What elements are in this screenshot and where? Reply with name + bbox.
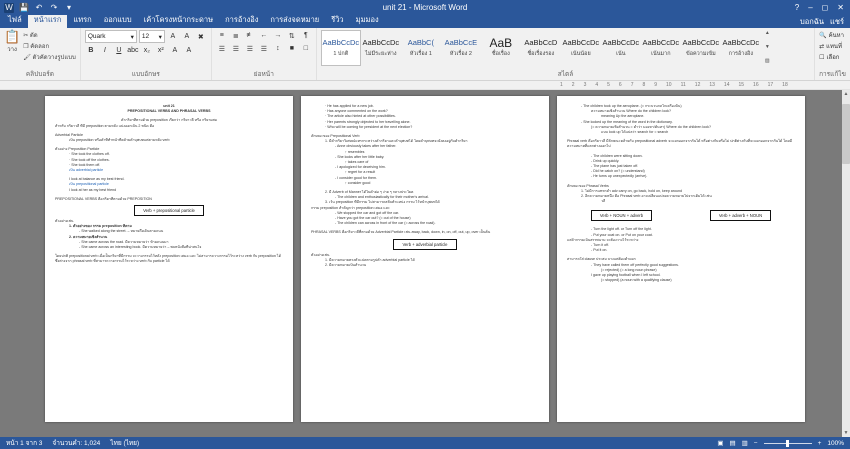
italic-button[interactable]: I bbox=[103, 47, 106, 54]
ruler-mark: 11 bbox=[680, 82, 686, 88]
style-preview: AaBbC( bbox=[407, 38, 434, 47]
paragraph-line: - Turn the light off. or Turn off the light. bbox=[591, 227, 652, 232]
paste-button[interactable] bbox=[4, 30, 20, 54]
tab-insert[interactable]: แทรก bbox=[73, 15, 92, 24]
undo-icon[interactable]: ↶ bbox=[35, 3, 43, 12]
styles-scroll-down-icon[interactable]: ▼ bbox=[764, 44, 770, 50]
paragraph-line: 1. ไม่มีการแทรกคำ adv carry on, go back, hold on, keep around bbox=[581, 188, 683, 193]
select-icon: ☐ bbox=[819, 54, 825, 61]
ruler-bar bbox=[0, 81, 850, 90]
replace-button[interactable] bbox=[819, 41, 844, 51]
paragraph-line: - She looked up the meaning of the word in the dictionary. bbox=[581, 119, 673, 124]
style-item[interactable] bbox=[681, 30, 721, 66]
superscript-button[interactable]: x² bbox=[157, 47, 164, 54]
replace-icon: ⇄ bbox=[819, 43, 825, 50]
paragraph-line: 2. มี Adverb of Manner ได้ในคำย่อ ๆ ง่าย ๆ กลางประโยค bbox=[325, 190, 414, 195]
style-item[interactable] bbox=[401, 30, 441, 66]
style-item[interactable] bbox=[601, 30, 641, 66]
ruler-mark: 12 bbox=[694, 82, 701, 88]
paragraph-line: - I apologized for deceiving him. bbox=[335, 165, 386, 170]
zoom-in-icon[interactable]: + bbox=[817, 439, 822, 447]
read-mode-icon[interactable]: ▥ bbox=[741, 440, 748, 447]
font-color-button[interactable]: A bbox=[186, 47, 192, 54]
group-paragraph bbox=[212, 28, 317, 80]
group-label-editing: การแก้ไข bbox=[819, 71, 846, 78]
style-item[interactable] bbox=[321, 30, 361, 66]
copy-button[interactable] bbox=[23, 41, 76, 51]
group-font bbox=[81, 28, 212, 80]
style-preview: AaBbCcD bbox=[524, 38, 558, 47]
subscript-button[interactable]: x₂ bbox=[143, 47, 150, 54]
paragraph-line: ความหมายเชิงสำนวน Where do the children look? bbox=[591, 109, 671, 114]
paste-label: วาง bbox=[7, 47, 17, 53]
align-center-icon[interactable]: ☰ bbox=[232, 45, 239, 53]
grow-font-button[interactable]: A bbox=[170, 33, 176, 40]
cut-button[interactable] bbox=[23, 30, 76, 40]
scroll-down-icon[interactable]: ▼ bbox=[843, 430, 849, 436]
paragraph-line: - She came across the road. มีความหมายว่า ข้ามถนนมา bbox=[79, 239, 169, 244]
title-bar bbox=[0, 0, 850, 15]
tab-layout[interactable]: เค้าโครงหน้ากระดาษ bbox=[143, 15, 214, 24]
paragraph-line: · Who will be coming for president at the next election? bbox=[325, 124, 413, 129]
page-heading: unit 21 bbox=[163, 104, 175, 108]
tab-home[interactable]: หน้าแรก bbox=[28, 13, 68, 28]
page-subheading: PREPOSITIONAL VERBS AND PHRASAL VERBS bbox=[127, 109, 211, 114]
tab-review[interactable]: รีวิว bbox=[331, 15, 344, 24]
style-item[interactable] bbox=[441, 30, 481, 66]
style-item[interactable] bbox=[721, 30, 761, 66]
paragraph-line: ลักษณะของ Prepositional Verb bbox=[311, 134, 360, 139]
paragraph-line: · She took the clothes off. bbox=[69, 152, 110, 157]
select-button[interactable] bbox=[819, 52, 844, 62]
strikethrough-button[interactable]: abc bbox=[127, 47, 139, 54]
paragraph-line: Adverbial Particle bbox=[55, 132, 83, 137]
format-painter-label: ตัวคัดวางรูปแบบ bbox=[32, 55, 76, 61]
ribbon-tabs[interactable] bbox=[0, 15, 850, 28]
style-item[interactable] bbox=[521, 30, 561, 66]
font-size-input[interactable] bbox=[139, 30, 165, 43]
paragraph-line: สามารถใส่ clause ประสม บางแต่ต้องคำแยก bbox=[567, 257, 636, 262]
scissors-icon: ✂ bbox=[23, 33, 29, 39]
clear-formatting-icon[interactable]: ✖ bbox=[197, 33, 204, 41]
ruler-mark: 3 bbox=[583, 82, 587, 88]
paragraph-line: แต่ถ้ากรรมเป็นสรรพนาม จะต้องวางไว้ระหว่าง bbox=[567, 237, 639, 242]
search-icon: 🔍 bbox=[819, 32, 827, 39]
styles-scroll-up-icon[interactable]: ▲ bbox=[764, 30, 770, 36]
style-name: หัวเรื่อง 2 bbox=[449, 51, 472, 57]
group-clipboard bbox=[0, 28, 81, 80]
paragraph-block: โดยปกติ prepositional verb เมื่อเป็นกริยาที่มีกรรม จะวางกรรมไว้หลัง preposition เสมอ และ ไม่สามารถวางกรรมไว้ระหว่าง verb กับ preposition ได้ ซึ่งต่างจาก phrasal verb ที่สามารถวางกรรมไว้ระหว่าง verb กับ particle ได้ bbox=[55, 254, 282, 264]
share-button[interactable]: แชร์ bbox=[830, 17, 844, 26]
group-editing bbox=[815, 28, 850, 80]
paragraph-line: 1. มีความหมายตรงตัวแปลตามรูปคำ adverbial particle ได้ bbox=[325, 257, 415, 262]
ruler-mark: 9 bbox=[654, 82, 658, 88]
paragraph-line: ↑ regret for a result bbox=[345, 170, 376, 175]
styles-gallery[interactable] bbox=[321, 30, 761, 66]
styles-scroll[interactable] bbox=[764, 30, 770, 64]
paragraph-line: - Put your coat on. or Put on your coat. bbox=[591, 232, 653, 237]
group-label-font: แบบอักษร bbox=[131, 71, 160, 78]
tab-file[interactable]: ไฟล์ bbox=[8, 15, 22, 24]
paragraph-line: I look at her as my best friend bbox=[69, 187, 117, 192]
paragraph-line: - Anne obviously takes after her father. bbox=[335, 144, 397, 149]
paragraph-line: PREPOSITIONAL VERBS คือกริยาที่ตามด้วย PREPOSITION bbox=[55, 196, 152, 201]
underline-button[interactable]: U bbox=[116, 47, 122, 54]
web-layout-icon[interactable]: ▤ bbox=[729, 440, 736, 447]
find-label: ค้นหา bbox=[828, 33, 845, 39]
group-styles bbox=[317, 28, 815, 80]
document-page[interactable] bbox=[301, 96, 549, 422]
paragraph-line: แบบ look up ได้แปลว่า search for = search bbox=[601, 130, 669, 135]
ruler-mark: 7 bbox=[630, 82, 634, 88]
ruler-mark: 4 bbox=[595, 82, 599, 88]
tab-design[interactable]: ออกแบบ bbox=[103, 15, 132, 24]
paragraph-line: - Have you got the car out? (= out of the house) bbox=[335, 216, 411, 221]
style-preview: AaBbCcDc bbox=[602, 38, 640, 47]
save-icon[interactable]: 💾 bbox=[19, 3, 29, 12]
ruler-mark: 16 bbox=[753, 82, 759, 88]
paragraph-line: - They have called them off perfectly good suggestions. bbox=[591, 262, 679, 267]
paragraph-line: ตัวอย่างเช่น bbox=[311, 252, 330, 257]
zoom-level[interactable]: 100% bbox=[827, 439, 844, 447]
ruler-mark: 2 bbox=[571, 82, 575, 88]
font-name-input[interactable] bbox=[85, 30, 137, 43]
tell-me-button[interactable]: บอกฉัน bbox=[800, 17, 825, 26]
language-indicator[interactable]: ไทย (ไทย) bbox=[110, 440, 140, 447]
callout-box: Verb + prepositional particle bbox=[134, 205, 204, 216]
style-name: หัวเรื่อง 1 bbox=[409, 51, 432, 57]
paragraph-line: เป็น preposition หรือคำที่ทำหน้าที่คล้ายคำบุพบทแต่ตามหลัง verb bbox=[69, 138, 170, 143]
paragraph-line: - The children can across in front of the car (= across the road). bbox=[335, 221, 436, 226]
ruler-mark: 8 bbox=[642, 82, 646, 88]
style-preview: AaBbCcDc bbox=[682, 38, 720, 47]
paragraph-line: - Turn it off. bbox=[591, 243, 610, 248]
ruler-mark: 14 bbox=[723, 82, 730, 88]
ruler-mark: 10 bbox=[666, 82, 672, 88]
scroll-up-icon[interactable]: ▲ bbox=[843, 91, 849, 97]
paragraph-line: สำหรับ กริยาวลี ที่มี preposition ตามหลัง แบ่งออกเป็น 2 ชนิด คือ bbox=[55, 123, 155, 128]
style-preview: AaBbCcDc bbox=[562, 38, 600, 47]
show-marks-icon[interactable]: ¶ bbox=[303, 32, 308, 39]
ruler-mark: 5 bbox=[607, 82, 610, 88]
paragraph-line: I look at balance as my best friend. bbox=[69, 177, 125, 182]
group-label-styles: สไตล์ bbox=[557, 71, 574, 78]
paragraph-line: · She took them off. bbox=[69, 162, 101, 167]
paragraph-line: - The children took up the aeroplane. (= กระบวนกลไกเครื่องบิน) bbox=[581, 104, 682, 108]
status-bar bbox=[0, 437, 850, 449]
paragraph-line: · The article also hinted at other possibilities. bbox=[325, 114, 396, 119]
paragraph-line: I gave up playing football when I left school. bbox=[591, 273, 661, 278]
replace-label: แทนที่ bbox=[826, 44, 842, 50]
paragraph-line: - She came across an interesting book. มีความหมายว่า – พบหนังสือที่น่าสนใจ bbox=[79, 245, 202, 250]
align-left-icon[interactable]: ☰ bbox=[218, 45, 225, 53]
annotation-text: เป็น prepositional particle bbox=[69, 182, 109, 187]
style-item[interactable] bbox=[481, 30, 521, 66]
sort-icon[interactable]: ⇅ bbox=[288, 32, 295, 40]
paragraph-line: - I consider good for them. bbox=[335, 175, 377, 180]
style-name: เน้นน้อย bbox=[571, 51, 591, 57]
paragraph-line: · She took off the clothes. bbox=[69, 157, 110, 162]
style-preview: AaBbCcDc bbox=[322, 38, 360, 47]
paragraph-line: ตัวอย่าง Preposition Particle bbox=[55, 147, 100, 152]
callout-box: Verb + adverbial particle bbox=[393, 239, 456, 250]
increase-indent-icon[interactable]: → bbox=[274, 32, 282, 39]
chevron-down-icon: ▾ bbox=[158, 33, 162, 41]
style-preview: AaBbCcDc bbox=[362, 38, 400, 47]
word-logo-icon: W bbox=[5, 3, 13, 12]
style-preview: AaBbCcE bbox=[444, 38, 478, 47]
paragraph-block: PHRASAL VERBS คือกริยาวลีที่ตามด้วย Adverbial Particle เช่น away, back, down, in, on, off, out, up, over เป็นต้น bbox=[311, 230, 491, 235]
tab-references[interactable]: การอ้างอิง bbox=[225, 15, 259, 24]
paragraph-line: กรรม preposition สำคัญกว่า preposition เสมอ และ bbox=[311, 205, 390, 210]
zoom-out-icon[interactable]: − bbox=[753, 439, 758, 447]
scrollbar-thumb[interactable] bbox=[842, 104, 850, 164]
find-button[interactable] bbox=[819, 30, 844, 40]
ruler-mark: 15 bbox=[738, 82, 745, 88]
ruler-mark: 1 bbox=[560, 82, 563, 88]
close-icon[interactable]: ✕ bbox=[837, 3, 844, 12]
paragraph-line: - She walked along the street. – หมายถึงเดินตามถนน bbox=[79, 229, 164, 234]
group-label-paragraph: ย่อหน้า bbox=[253, 71, 274, 78]
numbering-icon[interactable]: ≣ bbox=[232, 32, 239, 40]
horizontal-ruler[interactable] bbox=[560, 81, 788, 89]
paragraph-line: ตัวอย่างเช่น bbox=[55, 219, 74, 224]
decrease-indent-icon[interactable]: ← bbox=[260, 32, 268, 39]
line-spacing-icon[interactable]: ↕ bbox=[276, 45, 280, 52]
style-item[interactable] bbox=[641, 30, 681, 66]
ruler-mark: 18 bbox=[782, 82, 788, 88]
annotation-text: เป็น adverbial particle bbox=[69, 168, 104, 173]
style-name: ไม่มีระยะห่าง bbox=[365, 51, 397, 57]
ruler-mark: 17 bbox=[767, 82, 774, 88]
paragraph-line: - Did he catch on? (= understand) bbox=[591, 169, 645, 174]
paintbrush-icon: 🖌 bbox=[23, 55, 31, 61]
paragraph-line: (= rejected) (= a long noun phrase) bbox=[601, 267, 657, 272]
bold-button[interactable]: B bbox=[88, 47, 94, 54]
bullets-icon[interactable]: ≡ bbox=[219, 32, 224, 39]
callout-box: Verb + adverb + NOUN bbox=[710, 210, 771, 221]
paragraph-line: - The plane has just taken off. bbox=[591, 164, 639, 169]
minimize-icon[interactable]: – bbox=[808, 3, 813, 12]
paragraph-line: ↑ resembles bbox=[345, 149, 365, 154]
paragraph-line: · He has applied for a new job. bbox=[325, 104, 374, 108]
paragraph-line: - We stopped the car and got off the car. bbox=[335, 210, 399, 215]
ribbon bbox=[0, 28, 850, 81]
group-label-clipboard: คลิปบอร์ด bbox=[25, 71, 55, 78]
copy-label: คัดลอก bbox=[30, 44, 50, 50]
cut-label: ตัด bbox=[29, 33, 38, 39]
style-name: ชื่อเรื่อง bbox=[491, 51, 510, 57]
vertical-scrollbar[interactable] bbox=[842, 90, 850, 437]
chevron-down-icon: ▾ bbox=[130, 33, 134, 41]
style-item[interactable] bbox=[361, 30, 401, 66]
paragraph-line: - The children and enthusiastically for their mother's arrival. bbox=[335, 195, 429, 200]
print-layout-icon[interactable]: ▣ bbox=[717, 440, 724, 447]
style-name: 1 ปกติ bbox=[333, 51, 349, 57]
style-item[interactable] bbox=[561, 30, 601, 66]
paragraph-line: ↑ consider good bbox=[345, 180, 371, 185]
paragraph-line: - She looks after her little baby. bbox=[335, 154, 385, 159]
paragraph-line: วลี bbox=[601, 199, 606, 204]
paragraph-line: ลักษณะของ Phrasal Verbs bbox=[567, 183, 609, 188]
ruler-mark: 13 bbox=[709, 82, 715, 88]
paragraph-line: ↑ takes care of bbox=[345, 160, 369, 165]
redo-icon[interactable]: ↷ bbox=[50, 3, 58, 12]
document-page[interactable] bbox=[557, 96, 805, 422]
paragraph-line: · Her parents strongly objected to her travelling alone. bbox=[325, 119, 411, 124]
paste-icon: 📋 bbox=[4, 29, 21, 44]
paragraph-line: 1. ตัวอย่างของ กรรม preposition ที่ตาม bbox=[69, 224, 132, 229]
customize-icon[interactable]: ▾ bbox=[66, 3, 71, 12]
restore-icon[interactable]: ◻ bbox=[821, 3, 829, 12]
document-page[interactable] bbox=[45, 96, 293, 422]
zoom-slider[interactable] bbox=[764, 443, 812, 444]
window-title: unit 21 - Microsoft Word bbox=[382, 3, 468, 12]
help-icon[interactable]: ? bbox=[794, 3, 800, 12]
text-highlight-button[interactable]: A bbox=[172, 47, 178, 54]
paragraph-line: 3. เว้น preposition ที่มีกรรม ไม่สามารถสลับตำแหน่ง กรรม ไว้หน้าบุพบทได้ bbox=[325, 200, 440, 205]
select-label: เลือก bbox=[826, 55, 840, 61]
paragraph-line: - Drink up quickly. bbox=[591, 158, 620, 163]
justify-icon[interactable]: ☰ bbox=[260, 45, 267, 53]
page-indicator[interactable]: หน้า 1 จาก 3 bbox=[6, 440, 43, 447]
paragraph-line: - Put it on. bbox=[591, 248, 608, 253]
paragraph-line: 2. มีความหมายเป็นสำนวน bbox=[325, 263, 367, 268]
style-name: การอ้างอิง bbox=[728, 51, 754, 57]
paragraph-line: - The children were sitting down. bbox=[591, 153, 643, 158]
style-name: เน้นมาก bbox=[651, 51, 671, 57]
tab-mailings[interactable]: การส่งจดหมาย bbox=[270, 15, 320, 24]
style-preview: AaB bbox=[489, 36, 513, 50]
style-name: ชื่อเรื่องรอง bbox=[527, 51, 555, 57]
format-painter-button[interactable] bbox=[23, 52, 76, 62]
paragraph-line: · Has anyone commented on the work? bbox=[325, 109, 388, 114]
paragraph-line: (= ความหมายเชิงสำนวน = คำว่า มองหา/ค้นหา) Where do the children look? bbox=[591, 124, 711, 129]
paragraph-line: (= stopped) (a noun with a qualifying clause) bbox=[601, 278, 672, 283]
style-preview: AaBbCcDc bbox=[642, 38, 680, 47]
callout-box: Verb + NOUN + adverb bbox=[591, 210, 652, 221]
style-preview: AaBbCcDc bbox=[722, 38, 760, 47]
style-name: เน้น bbox=[616, 51, 626, 57]
copy-icon: ❐ bbox=[23, 44, 29, 50]
paragraph-line: - He turns up unexpectedly (arrive). bbox=[591, 174, 648, 179]
shrink-font-button[interactable]: A bbox=[184, 33, 190, 40]
font-size-value: 12 bbox=[141, 33, 150, 40]
word-count[interactable]: จำนวนคำ: 1,024 bbox=[52, 440, 101, 447]
styles-more-icon[interactable]: ▧ bbox=[764, 58, 770, 64]
align-right-icon[interactable]: ☰ bbox=[246, 45, 253, 53]
zoom-slider-handle[interactable] bbox=[786, 440, 789, 447]
document-area[interactable] bbox=[0, 90, 850, 437]
ruler-mark: 6 bbox=[618, 82, 622, 88]
style-name: ข้อความเข้ม bbox=[685, 51, 716, 57]
borders-icon[interactable]: □ bbox=[303, 45, 308, 52]
paragraph-block: Phrasal verb คือกริยาวลี มีลักษณะคล้ายกับ prepositional adverb จะแยกออกจากกันได้ หรือต่างกันหรือไม่ ปกติต่างกันที่จะแยกออกจากกันได้ โดยมีความหมายที่แตกต่างออกไป bbox=[567, 139, 792, 149]
shading-icon[interactable]: ■ bbox=[289, 45, 294, 52]
paragraph-line: 1. มีคำกริยาวิเศษณ์แทรกระหว่างคำกริยาและคำบุพบทได้ โดยคำบุพบทจะยังคงอยู่กับคำกริยา bbox=[325, 139, 468, 144]
paragraph-line: meaning Up the aeroplane. bbox=[601, 114, 645, 119]
tab-view[interactable]: มุมมอง bbox=[355, 15, 379, 24]
paragraph-line: 2. ความหมายเชิงสำนวน bbox=[69, 234, 108, 239]
font-name-value: Quark bbox=[87, 33, 106, 40]
paragraph-line: คำกริยาที่ตามด้วย preposition เรียกว่า กริยาวลี หรือ กริยาผสม bbox=[120, 118, 218, 123]
paragraph-line: 2. อีกความหมายหนึ่ง คือ Phrasal verb อาจเปลี่ยนแปลงความหมายไปจากเดิมได้ เช่น bbox=[581, 194, 712, 199]
multilevel-list-icon[interactable]: ≢ bbox=[246, 32, 254, 39]
